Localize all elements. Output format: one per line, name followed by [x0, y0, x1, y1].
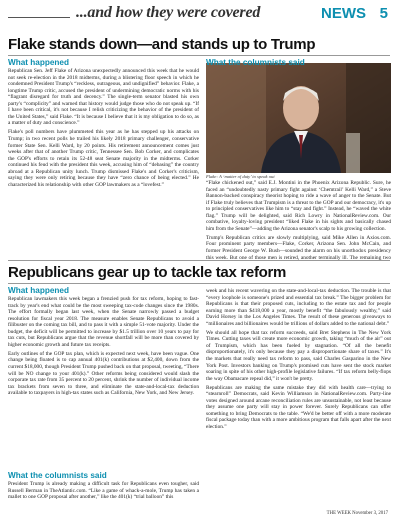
article2-right-paragraph: week and his recent wavering on the state-and-local-tax deduction. The trouble is that “every loophole is someone's prized and essential tax break.” The bigger problem for Republicans is that their proposed cuts, including to the estate tax and for people earning more than $418,000 a year, mostly benefit “the fabulously wealthy,” said David Horsey in the Los Angeles Times. The result of these generous giveaways to “millionaires and billionaires would be trillions of dollars added to the national debt.” — [206, 288, 391, 327]
section-divider — [8, 260, 390, 261]
article1-happened-heading: What happened — [8, 58, 69, 67]
article2-right-paragraph: We should all hope that tax reform succeeds, said Bret Stephens in The New York Times. Cutting taxes will create more economic growth, taking “much of the air” out of Trumpism, which has been fueled by stagnation. “Of all the benefit disproportionately, it's only because they pay a disproportionate share of taxes.” It's the markets that really need tax reform to pass, said Charles Gasparino in the New York Post. Investors banking on Trump's promised cuts have sent the stock market soaring in spite of his other high-profile legislative failures. “If tax reform belly-flops the way Obamacare repeal did,” it won't be pretty. — [206, 329, 391, 382]
article2-columnists-body — [8, 481, 199, 509]
article1-happened-paragraph: Flake's poll numbers have plummeted this year as he has stepped up his attacks on Trump; in two recent polls he trailed his likely 2018 primary challenger, conservative former State Sen. Kelli Ward, by 20 points. His retirement announcement comes just weeks after that of another Trump critic, Tennessee Sen. Bob Corker, and complicates the GOP's efforts to retain its 52-48 seat Senate majority in the midterms. Corker continued his feud with the president this week, accusing him of “debasing” the country abroad at a Republican unity lunch. Trump dismissed Flake's and Corker's criticism, saying they were only retiring because they have “zero chance of being elected.” He characterized his relationship with other GOP lawmakers as a “lovefest.” — [8, 129, 199, 188]
article1-columnists-body — [206, 180, 391, 260]
article2-headline: Republicans gear up to tackle tax reform — [8, 264, 287, 281]
article1-headline: Flake stands down—and stands up to Trump — [8, 36, 316, 53]
article2-right-column — [206, 288, 391, 508]
article1-happened-paragraph: Republican Sen. Jeff Flake of Arizona unexpectedly announced this week that he would not seek re-election in the 2018 midterms, during a blistering floor speech in which he condemned President Trump's “reckless, outrageous, and undignified” behavior. Flake, a longtime Trump critic, accused the president of undermining democratic norms with his “flagrant disregard for truth and decency.” The single-term senator blasted his own party's “complicity” and warned that history would judge those who do not speak up. “If I have been critical, it's not because I relish criticizing the behavior of the president of the United States,” said Flake. “It is because I believe that it is my obligation to do so, as a matter of duty and conscience.” — [8, 68, 199, 127]
article2-happened-heading: What happened — [8, 286, 69, 295]
article2-right-paragraph: Republicans are making the same mistake they did with health care—trying to “stearnroll” Democrats, said Kevin Williamson in NationalReview.com. Party-line votes designed around arcane reconciliation rules are unsustainable, not least because they assume one party will stay in power forever. Surely Republicans can offer something to bring Democrats to the table. “We'd be better off with a more moderate fiscal package today than with a more ambitious program that falls apart after the next election.” — [206, 384, 391, 430]
article2-happened-body — [8, 296, 199, 470]
masthead — [0, 4, 400, 26]
article1-columnists-heading: What the columnists said — [206, 58, 305, 67]
photo-caption: Flake: A ‘matter of duty’ to speak out — [206, 174, 275, 179]
page-number: 5 — [379, 5, 388, 22]
masthead-rule — [8, 17, 70, 18]
section-label: NEWS — [321, 5, 366, 22]
article2-divider — [8, 283, 390, 284]
article1-columnists-paragraph: Trump's Republican critics are slowly multiplying, said Mike Allen in Axios.com. Four prominent party members—Flake, Corker, Arizona Sen. John McCain, and former President George W. Bush—sounded the alarm on his unorthodox presidency this week. But one of those men is retired, another terminally ill. The remaining two — [206, 234, 391, 260]
article2-columnists-paragraph: President Trump is already making a difficult task for Republicans even tougher, said Russell Berman in TheAtlantic.com. “Like a game of whack-a-mole, Trump has taken a mallet to one GOP proposal after another,” like the 401(k) “trial balloon” this — [8, 481, 199, 501]
masthead-title: ...and how they were covered — [76, 4, 261, 21]
article2-columnists-heading: What the columnists said — [8, 471, 107, 480]
article1-columnists-paragraph: “Flake chickened out,” said E.J. Montini in the Phoenix Arizona Republic. Sure, he faced an “undoubtedly nasty primary fight against ‘Chemtrail’ Kelli Ward,” a Steve Bannon-backed conspiracy theorist hoping to ride a wave of anger to the Senate. But if Flake truly believes that Trumpism is a threat to the GOP and our democracy, it's up to principled conservatives like him to “stay and fight.” Instead, he “waved the white flag.” Trump will be delighted, said Rich Lowry in NationalReview.com. Our combative, loyalty-loving president “liked Flake in his sights and basically chased him from the Senate”—adding the Arizona senator's scalp to his growing collection. — [206, 180, 391, 232]
photo-illustration — [206, 63, 391, 173]
article1-happened-body — [8, 68, 199, 260]
article2-happened-paragraph: Republican lawmakers this week began a frenzied push for tax reform, hoping to fast-track by year's end what could be the most sweeping tax-code changes since the 1980s. The effort formally began last week, when the Senate narrowly passed a budget resolution for fiscal year 2018. The measure enables Senate Republicans to avoid a filibuster on the coming tax bill, and to pass it with a simple 51-vote majority. Under the budget, the deficit will be permitted to increase by $1.5 trillion over 10 years to pay for tax cuts, but Republicans argue that the revenue shortfall will be more than covered by higher economic growth and future tax receipts. — [8, 296, 199, 348]
article1-divider — [8, 55, 390, 56]
page-footer: THE WEEK November 3, 2017 — [326, 511, 388, 516]
article2-happened-paragraph: Early outlines of the GOP tax plan, which is expected next week, have been vague. One change being floated is to cap annual 401(k) contributions at $2,400, down from the current $18,000, though President Trump pushed back on that proposal, tweeting, “There will be NO change to your 401(k).” Other reforms being considered would slash the corporate tax rate from 35 percent to 20 percent, shrink the number of individual income tax brackets from seven to three, and eliminate the state-and-local-tax deduction available to taxpayers in high-tax states such as California, New York, and New Jersey. — [8, 350, 199, 397]
flake-photo — [206, 63, 391, 173]
